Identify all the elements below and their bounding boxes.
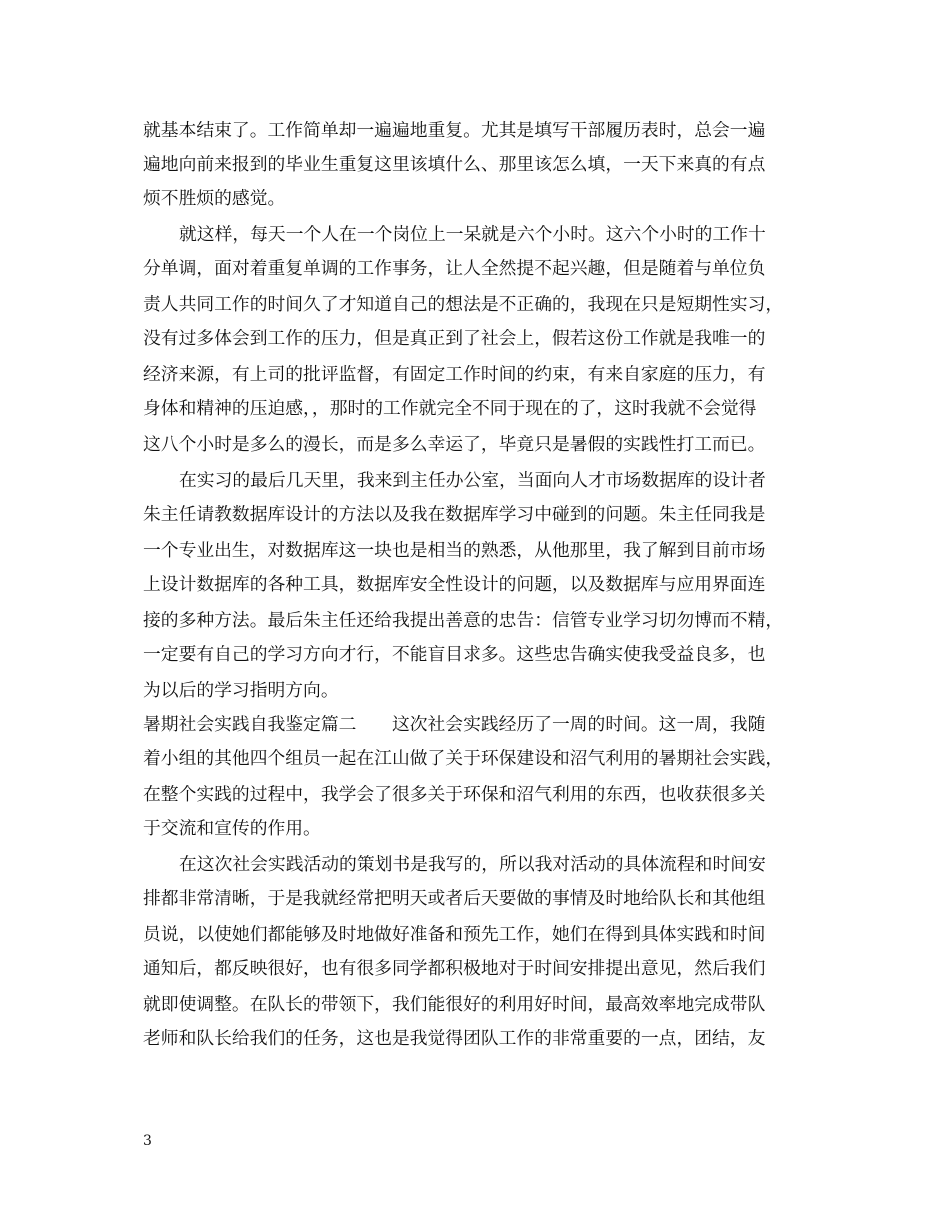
text-line: 身体和精神的压迫感，，那时的工作就完全不同于现在的了，这时我就不会觉得: [143, 398, 757, 419]
page-number: 3: [143, 1133, 152, 1149]
text-line: 通知后，都反映很好，也有很多同学都积极地对于时间安排提出意见，然后我们: [143, 958, 766, 979]
paragraph-first-line: 就这样，每天一个人在一个岗位上一呆就是六个小时。这六个小时的工作十: [179, 224, 766, 245]
paragraph-first-line: 在这次社会实践活动的策划书是我写的，所以我对活动的具体流程和时间安: [179, 854, 766, 875]
text-line: 为以后的学习指明方向。: [143, 680, 339, 701]
text-line: 烦不胜烦的感觉。: [143, 188, 286, 209]
text-line: 遍地向前来报到的毕业生重复这里该填什么、那里该怎么填，一天下来真的有点: [143, 154, 766, 175]
text-line: 着小组的其他四个组员一起在江山做了关于环保建设和沼气利用的暑期社会实践，: [143, 748, 784, 769]
text-line: 上设计数据库的各种工具，数据库安全性设计的问题，以及数据库与应用界面连: [143, 574, 766, 595]
section-heading-line: 暑期社会实践自我鉴定篇二 这次社会实践经历了一周的时间。这一周，我随: [143, 714, 766, 735]
text-line: 这八个小时是多么的漫长，而是多么幸运了，毕竟只是暑假的实践性打工而已。: [143, 434, 766, 455]
text-line: 员说，以使她们都能够及时地做好准备和预先工作，她们在得到具体实践和时间: [143, 924, 766, 945]
text-line: 排都非常清晰，于是我就经常把明天或者后天要做的事情及时地给队长和其他组: [143, 888, 766, 909]
text-line: 经济来源，有上司的批评监督，有固定工作时间的约束，有来自家庭的压力，有: [143, 364, 766, 385]
text-line: 老师和队长给我们的任务，这也是我觉得团队工作的非常重要的一点，团结，友: [143, 1028, 766, 1049]
text-line: [143, 1058, 823, 1092]
text-line: 没有过多体会到工作的压力，但是真正到了社会上，假若这份工作就是我唯一的: [143, 328, 766, 349]
text-line: 一定要有自己的学习方向才行，不能盲目求多。这些忠告确实使我受益良多，也: [143, 644, 766, 665]
text-line: 于交流和宣传的作用。: [143, 818, 321, 839]
text-line: 朱主任请教数据库设计的方法以及我在数据库学习中碰到的问题。朱主任同我是: [143, 504, 766, 525]
text-line: 分单调，面对着重复单调的工作事务，让人全然提不起兴趣，但是随着与单位负: [143, 258, 766, 279]
paragraph-first-line: 在实习的最后几天里，我来到主任办公室，当面向人才市场数据库的设计者: [179, 470, 766, 491]
text-line: 就即使调整。在队长的带领下，我们能很好的利用好时间，最高效率地完成带队: [143, 994, 766, 1015]
text-line: 就基本结束了。工作简单却一遍遍地重复。尤其是填写干部履历表时，总会一遍: [143, 120, 766, 141]
text-line: 责人共同工作的时间久了才知道自己的想法是不正确的，我现在只是短期性实习，: [143, 294, 784, 315]
text-line: 一个专业出生，对数据库这一块也是相当的熟悉，从他那里，我了解到目前市场: [143, 540, 766, 561]
text-line: 接的多种方法。最后朱主任还给我提出善意的忠告：信管专业学习切勿博而不精，: [143, 610, 784, 631]
text-line: 在整个实践的过程中，我学会了很多关于环保和沼气利用的东西，也收获很多关: [143, 784, 766, 805]
